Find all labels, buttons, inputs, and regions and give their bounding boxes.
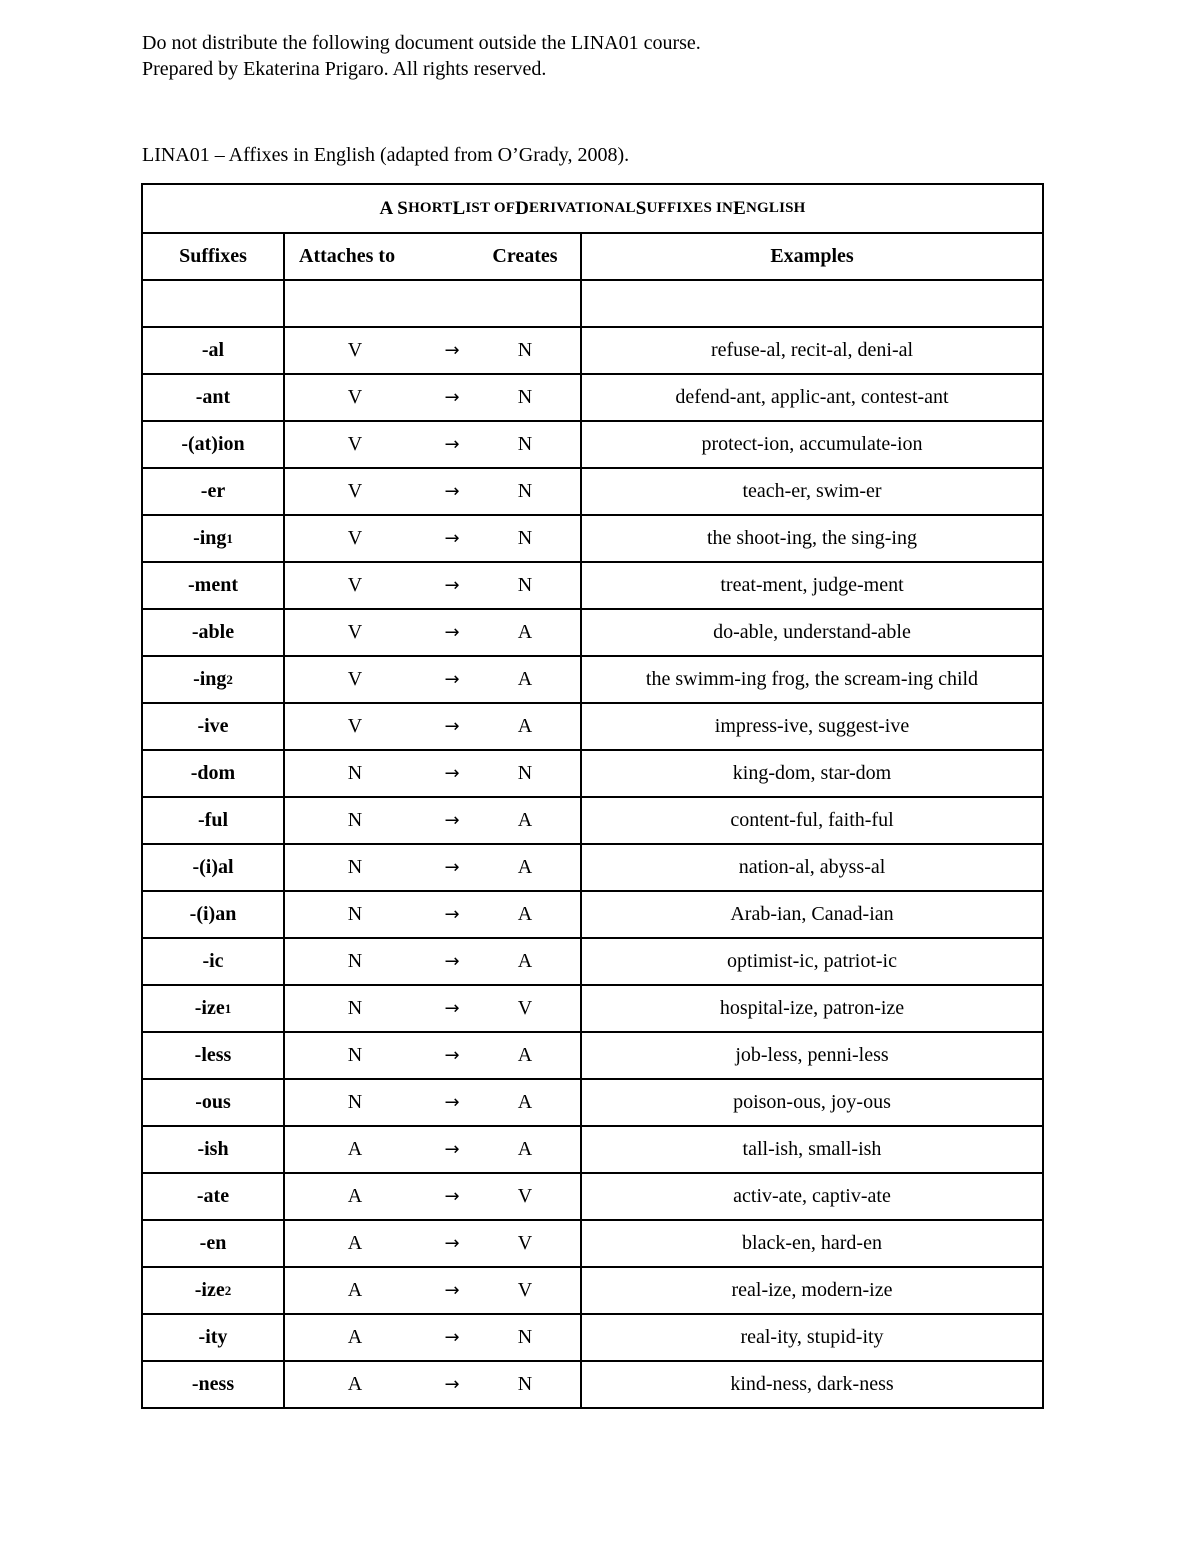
examples-cell: job-less, penni-less [735,1044,889,1066]
table-row [143,1127,1042,1174]
examples-cell: teach-er, swim-er [742,480,882,502]
title-part: S [635,197,647,219]
suffix-cell [143,1080,285,1125]
arrow-icon: → [444,951,460,972]
table-row [143,892,1042,939]
category-cell [285,422,582,467]
suffix-text: -able [191,621,235,643]
table-row [143,704,1042,751]
table-row [143,563,1042,610]
arrow-icon: → [444,669,460,690]
arrow-icon: → [444,1092,460,1113]
attaches-to-value: V [347,621,363,643]
examples-cell: defend-ant, applic-ant, contest-ant [675,386,949,408]
attaches-to-value: V [347,668,363,690]
attaches-to-value: V [347,339,363,361]
table-row [143,610,1042,657]
table-title [143,185,1042,234]
suffix-text: -ing [193,668,227,690]
suffix-cell [143,610,285,655]
examples-cell: king-dom, star-dom [732,762,892,784]
category-cell [285,1127,582,1172]
title-part: D [515,197,530,219]
category-cell [285,704,582,749]
creates-value: V [517,1185,533,1207]
creates-value: N [517,480,533,502]
header-attaches-to: Attaches to [299,245,396,267]
attaches-to-value: V [347,433,363,455]
attaches-to-value: V [347,386,363,408]
document-heading: LINA01 – Affixes in English (adapted from O’Grady, 2008). [142,144,630,166]
creates-value: A [517,903,533,925]
category-cell [285,986,582,1031]
suffix-cell [143,1221,285,1266]
category-cell [285,1174,582,1219]
category-cell [285,798,582,843]
suffix-text: -ing [193,527,227,549]
empty-cell [582,281,1042,326]
creates-value: A [517,621,533,643]
creates-value: A [517,1138,533,1160]
attaches-to-value: A [347,1373,363,1395]
table-row [143,469,1042,516]
arrow-icon: → [444,1139,460,1160]
empty-cell [143,281,285,326]
creates-value: A [517,950,533,972]
suffix-text: -ment [188,574,238,596]
suffix-text: -(i)an [189,903,237,925]
examples-cell: the swimm-ing frog, the scream-ing child [645,668,979,690]
examples-cell: real-ity, stupid-ity [740,1326,884,1348]
examples-cell: nation-al, abyss-al [738,856,886,878]
arrow-icon: → [444,434,460,455]
category-cell [285,1221,582,1266]
creates-value: N [517,433,533,455]
creates-value: A [517,1044,533,1066]
creates-value: N [517,527,533,549]
table-row [143,751,1042,798]
creates-value: V [517,1232,533,1254]
title-part: L [452,197,466,219]
table-row [143,657,1042,704]
suffix-cell [143,1127,285,1172]
table-row [143,328,1042,375]
suffix-text: -ive [197,715,229,737]
suffix-text: -ize [194,997,225,1019]
suffix-cell [143,798,285,843]
attaches-to-value: A [347,1232,363,1254]
category-cell [285,610,582,655]
examples-cell: refuse-al, recit-al, deni-al [710,339,914,361]
attaches-to-value: N [347,762,363,784]
suffix-text: -(i)al [192,856,234,878]
arrow-icon: → [444,575,460,596]
suffix-text: -ant [195,386,231,408]
distribution-notice [142,30,701,82]
examples-cell: hospital-ize, patron-ize [719,997,905,1019]
creates-value: V [517,1279,533,1301]
attaches-to-value: V [347,574,363,596]
attaches-to-value: N [347,950,363,972]
creates-value: N [517,339,533,361]
examples-cell: do-able, understand-able [713,621,911,643]
suffix-text: -ness [191,1373,235,1395]
suffix-text: -al [201,339,225,361]
suffix-cell [143,939,285,984]
table-row [143,1315,1042,1362]
table-row [143,1362,1042,1407]
table-row [143,1268,1042,1315]
table-row [143,845,1042,892]
examples-cell: kind-ness, dark-ness [730,1373,894,1395]
category-cell [285,939,582,984]
creates-value: V [517,997,533,1019]
category-cell [285,845,582,890]
category-cell [285,469,582,514]
suffix-text: -en [199,1232,227,1254]
attaches-to-value: N [347,997,363,1019]
suffix-text: -(at)ion [181,433,245,455]
table-row [143,798,1042,845]
examples-cell: black-en, hard-en [742,1232,882,1254]
title-part: UFFIXES IN [646,200,734,216]
category-cell [285,1362,582,1407]
arrow-icon: → [444,716,460,737]
creates-value: N [517,1373,533,1395]
suffix-text: -ish [197,1138,229,1160]
attaches-to-value: A [347,1138,363,1160]
title-part: HORT [408,200,453,216]
attaches-to-value: A [347,1326,363,1348]
suffix-cell: -ing 1 [143,516,285,561]
arrow-icon: → [444,340,460,361]
arrow-icon: → [444,528,460,549]
category-cell [285,563,582,608]
examples-cell: real-ize, modern-ize [731,1279,893,1301]
header-suffixes: Suffixes [143,234,285,279]
suffix-text: -ity [198,1326,228,1348]
suffix-cell [143,375,285,420]
table-row [143,375,1042,422]
arrow-icon: → [444,857,460,878]
attaches-to-value: N [347,856,363,878]
creates-value: A [517,809,533,831]
examples-cell: treat-ment, judge-ment [720,574,904,596]
attaches-to-value: A [347,1185,363,1207]
table-row [143,516,1042,563]
attaches-to-value: V [347,527,363,549]
examples-cell: impress-ive, suggest-ive [714,715,910,737]
notice-line-2: Prepared by Ekaterina Prigaro. All rights reserved. [142,58,547,80]
suffix-cell [143,1174,285,1219]
examples-cell: protect-ion, accumulate-ion [701,433,923,455]
suffix-text: -ize [194,1279,225,1301]
empty-cell [285,281,582,326]
examples-cell: poison-ous, joy-ous [733,1091,891,1113]
suffix-cell [143,328,285,373]
creates-value: A [517,715,533,737]
table-row [143,939,1042,986]
attaches-to-value: N [347,1044,363,1066]
empty-row [143,281,1042,328]
creates-value: N [517,386,533,408]
suffix-cell [143,422,285,467]
arrow-icon: → [444,810,460,831]
examples-cell: optimist-ic, patriot-ic [727,950,897,972]
table-row [143,1080,1042,1127]
arrow-icon: → [444,1280,460,1301]
header-examples: Examples [770,245,854,267]
category-cell [285,1315,582,1360]
arrow-icon: → [444,387,460,408]
suffix-text: -dom [190,762,236,784]
notice-line-1: Do not distribute the following document outside the LINA01 course. [142,32,701,54]
arrow-icon: → [444,622,460,643]
creates-value: A [517,668,533,690]
header-creates: Creates [492,245,558,267]
arrow-icon: → [444,1374,460,1395]
suffix-cell [143,1315,285,1360]
examples-cell: Arab-ian, Canad-ian [730,903,894,925]
suffix-text: -ate [196,1185,230,1207]
table-header-row [143,234,1042,281]
table-row [143,986,1042,1033]
suffix-cell [143,1362,285,1407]
suffix-table [141,183,1044,1409]
category-cell [285,516,582,561]
title-part: NGLISH [745,200,806,216]
suffix-cell [143,1033,285,1078]
creates-value: N [517,762,533,784]
examples-cell: activ-ate, captiv-ate [733,1185,891,1207]
suffix-text: -less [194,1044,232,1066]
category-cell [285,657,582,702]
suffix-cell [143,469,285,514]
title-part: E [733,197,746,219]
arrow-icon: → [444,904,460,925]
examples-cell: the shoot-ing, the sing-ing [707,527,917,549]
category-cell [285,1080,582,1125]
arrow-icon: → [444,998,460,1019]
category-cell [285,1033,582,1078]
header-category-cell [285,234,582,279]
suffix-cell [143,751,285,796]
creates-value: N [517,574,533,596]
suffix-cell [143,563,285,608]
attaches-to-value: N [347,809,363,831]
suffix-text: -er [200,480,226,502]
suffix-cell: -ize 2 [143,1268,285,1313]
title-part: IST OF [465,200,516,216]
attaches-to-value: V [347,480,363,502]
attaches-to-value: A [347,1279,363,1301]
creates-value: N [517,1326,533,1348]
arrow-icon: → [444,481,460,502]
suffix-cell: -ize 1 [143,986,285,1031]
arrow-icon: → [444,1186,460,1207]
table-row [143,422,1042,469]
table-row [143,1221,1042,1268]
suffix-cell [143,704,285,749]
arrow-icon: → [444,1327,460,1348]
suffix-cell: -ing 2 [143,657,285,702]
examples-cell: tall-ish, small-ish [742,1138,882,1160]
suffix-text: -ic [202,950,224,972]
suffix-cell [143,845,285,890]
table-row [143,1033,1042,1080]
category-cell [285,892,582,937]
suffix-cell [143,892,285,937]
suffix-text: -ous [195,1091,231,1113]
title-part: ERIVATIONAL [529,200,636,216]
arrow-icon: → [444,763,460,784]
arrow-icon: → [444,1233,460,1254]
category-cell [285,751,582,796]
table-row [143,1174,1042,1221]
attaches-to-value: N [347,1091,363,1113]
creates-value: A [517,1091,533,1113]
category-cell [285,328,582,373]
attaches-to-value: V [347,715,363,737]
attaches-to-value: N [347,903,363,925]
category-cell [285,375,582,420]
arrow-icon: → [444,1045,460,1066]
creates-value: A [517,856,533,878]
title-part: A S [379,197,409,219]
category-cell [285,1268,582,1313]
examples-cell: content-ful, faith-ful [730,809,894,831]
suffix-text: -ful [198,809,228,831]
